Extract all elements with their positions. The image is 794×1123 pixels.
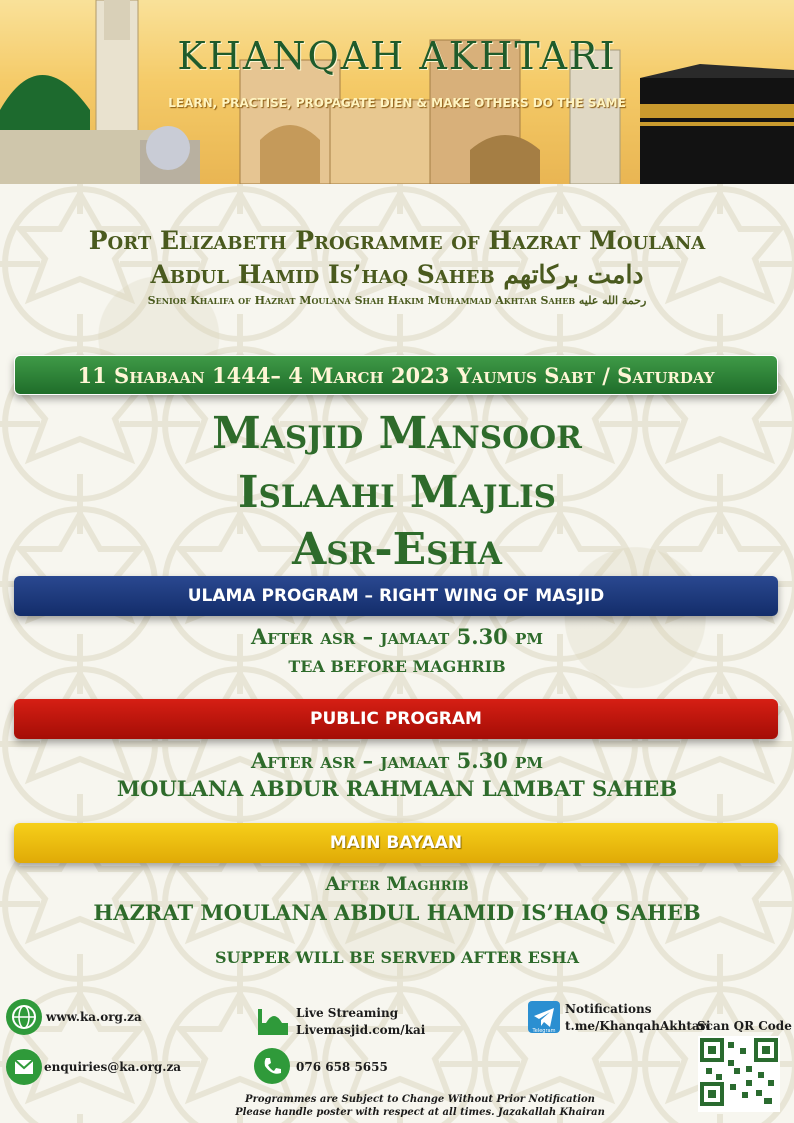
live-streaming-link[interactable]: Livemasjid.com/kai [296, 1023, 426, 1037]
event-time-range: Asr-Esha [292, 524, 502, 575]
phone-number[interactable]: 076 658 5655 [296, 1060, 388, 1074]
ulama-time: After asr – jamaat 5.30 pm [251, 624, 543, 649]
telegram-icon [528, 1001, 560, 1033]
main-speaker: HAZRAT MOULANA ABDUL HAMID IS’HAQ SAHEB [93, 900, 701, 925]
banner-tagline: LEARN, PRACTISE, PROPAGATE DIEN & MAKE OTHERS DO THE SAME [168, 96, 626, 110]
mosque-icon [256, 1001, 292, 1037]
phone-icon [254, 1048, 290, 1084]
disclaimer-line-1: Programmes are Subject to Change Without Prior Notification [245, 1094, 595, 1105]
disclaimer-line-2: Please handle poster with respect at all times. Jazakallah Khairan [235, 1107, 605, 1118]
supper-note: SUPPER WILL BE SERVED AFTER ESHA [215, 948, 579, 967]
telegram-link[interactable]: t.me/KhanqahAkhtari [565, 1019, 711, 1033]
public-time: After asr – jamaat 5.30 pm [251, 748, 543, 773]
main-bayaan-bar: MAIN BAYAAN [14, 823, 778, 863]
qr-code[interactable] [698, 1036, 780, 1112]
website-link[interactable]: www.ka.org.za [46, 1010, 142, 1024]
banner-illustration [0, 0, 794, 184]
public-program-bar: PUBLIC PROGRAM [14, 699, 778, 739]
telegram-icon-label: Telegram [532, 1028, 556, 1034]
venue-name: Masjid Mansoor [212, 408, 582, 459]
scan-qr-label: Scan QR Code [697, 1019, 792, 1033]
date-bar: 11 Shabaan 1444– 4 March 2023 Yaumus Sabt / Saturday [14, 355, 778, 395]
header-line-3: Senior Khalifa of Hazrat Moulana Shah Hakim Muhammad Akhtar Saheb رحمة الله عليه [147, 294, 647, 307]
live-streaming-label: Live Streaming [296, 1006, 399, 1020]
banner-title: KHANQAH AKHTARI [177, 34, 617, 78]
email-icon [6, 1049, 42, 1085]
header-line-2: Abdul Hamid Is’haq Saheb دامت بركاتهم [150, 260, 644, 289]
email-link[interactable]: enquiries@ka.org.za [44, 1060, 182, 1074]
ulama-note: TEA BEFORE MAGHRIB [288, 657, 506, 676]
public-speaker: MOULANA ABDUR RAHMAAN LAMBAT SAHEB [116, 776, 678, 801]
header-banner [0, 0, 794, 184]
header-line-1: Port Elizabeth Programme of Hazrat Moulana [88, 226, 706, 255]
main-time: After Maghrib [325, 873, 469, 895]
notifications-label: Notifications [565, 1002, 652, 1016]
globe-icon [6, 999, 42, 1035]
background-pattern [0, 184, 794, 1123]
ulama-program-bar: ULAMA PROGRAM – RIGHT WING OF MASJID [14, 576, 778, 616]
event-title: Islaahi Majlis [237, 467, 557, 518]
